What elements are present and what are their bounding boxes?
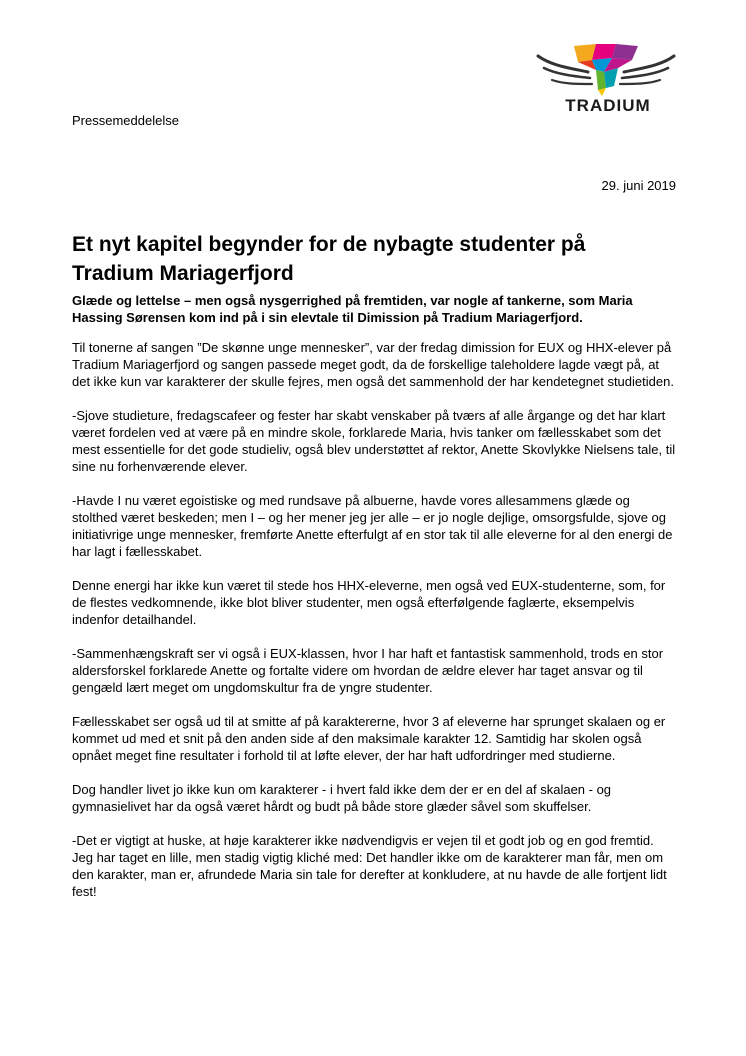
body-paragraph: -Sjove studieture, fredagscafeer og fester har skabt venskaber på tværs af alle årgange og det har klart været fordelen ved at være på en mindre skole, forklarede Maria, hvis tanker om fællesskabet som det mest essentielle for det gode studieliv, også blev understøttet af rektor, Anette Skovlykke Nielsens tale, til sine nu forhenværende elever.	[72, 408, 676, 474]
body-paragraph: Dog handler livet jo ikke kun om karakterer - i hvert fald ikke dem der er en del af skalaen - og gymnasielivet har da også været hårdt og budt på både store glæder såvel som skuffelser.	[72, 782, 612, 814]
lead-paragraph: Glæde og lettelse – men også nysgerrighed på fremtiden, var nogle af tankerne, som Maria Hassing Sørensen kom ind på i sin elevtale til Dimission på Tradium Mariagerfjord.	[72, 293, 633, 325]
body-paragraph: Til tonerne af sangen ”De skønne unge mennesker”, var der fredag dimission for EUX og HHX-elever på Tradium Mariagerfjord og sangen passede meget godt, da de forskellige taleholdere lagde vægt på, at det ikke kun var karakterer der skulle fejres, men også det sammenhold der har kendetegnet studietiden.	[72, 340, 674, 389]
document-type: Pressemeddelelse	[72, 113, 179, 128]
article-body	[72, 339, 676, 917]
headline-line-1: Et nyt kapitel begynder for de nybagte studenter på	[72, 233, 586, 256]
publication-date: 29. juni 2019	[601, 178, 676, 193]
body-paragraph: -Det er vigtigt at huske, at høje karakterer ikke nødvendigvis er vejen til et godt job og en god fremtid. Jeg har taget en lille, men stadig vigtig kliché med: Det handler ikke om de karakterer man får, men om den karakter, man er, afrundede Maria sin tale for derefter at konkludere, at nu havde de alle fortjent lidt fest!	[72, 833, 667, 899]
body-paragraph: Fællesskabet ser også ud til at smitte af på karaktererne, hvor 3 af eleverne har sprunget skalaen og er kommet ud med et snit på den anden side af den maksimale karakter 12. Samtidig har skolen også opnået meget fine resultater i forhold til at løfte elever, der har haft udfordringer med studierne.	[72, 714, 666, 763]
headline-line-2: Tradium Mariagerfjord	[72, 262, 294, 285]
body-paragraph: Denne energi har ikke kun været til stede hos HHX-eleverne, men også ved EUX-studenterne, som, for de flestes vedkomnende, ikke blot bliver studenter, men også efterfølgende faglærte, eksempelvis indenfor detailhandel.	[72, 578, 666, 627]
body-paragraph: -Sammenhængskraft ser vi også i EUX-klassen, hvor I har haft et fantastisk sammenhold, trods en stor aldersforskel forklarede Anette og fortalte videre om hvordan de ældre elever har taget ansvar og til gengæld lært meget om ungdomskultur fra de yngre studenter.	[72, 646, 664, 695]
body-paragraph: -Havde I nu været egoistiske og med rundsave på albuerne, havde vores allesammens glæde og stolthed været beskeden; men I – og her mener jeg jer alle – er jo nogle dejlige, omsorgsfulde, sjove og initiativrige unge mennesker, fremførte Anette efterfulgt af en stor tak til alle eleverne for al den energi de har lagt i fællesskabet.	[72, 493, 673, 559]
logo-wordmark: TRADIUM	[565, 96, 651, 115]
headline	[72, 230, 672, 288]
